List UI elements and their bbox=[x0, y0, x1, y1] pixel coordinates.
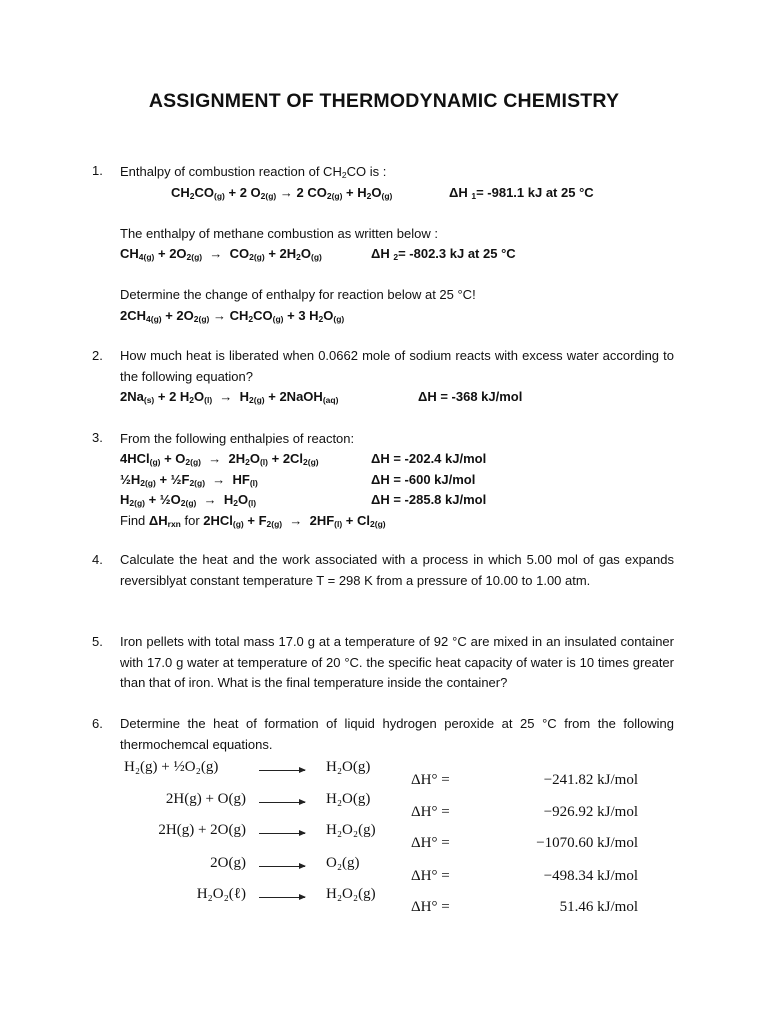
arrow-icon bbox=[259, 802, 305, 803]
enthalpy-label: ΔH° = bbox=[411, 835, 450, 851]
arrow-icon: → bbox=[289, 513, 303, 528]
question-text: Determine the change of enthalpy for reaction below at 25 °C! bbox=[120, 287, 476, 302]
question-text: How much heat is liberated when 0.0662 mole of sodium reacts with excess water according to the following equation? bbox=[120, 348, 674, 384]
enthalpy-value: −1070.60 kJ/mol bbox=[536, 835, 638, 851]
enthalpy-label: ΔH° = bbox=[411, 899, 450, 915]
question-number: 4. bbox=[92, 552, 103, 567]
equation: $2Na_{(s)} + 2$ $H_2O_{(l)} \to H_{2(g)}$ + 2NaOH$_{(aq)}$ bbox=[120, 389, 339, 405]
equation: $H_{2(g)}$ + $\frac{1}{2}O_{2(g)} \to H_2O_{(l)}$ bbox=[120, 492, 257, 508]
question-text: Enthalpy of combustion reaction of $CH_2CO$ is : bbox=[120, 164, 387, 180]
question-text: Calculate the heat and the work associated with a process in which 5.00 mol of gas expands reversiblyat constant temperature T = 298 K from a pressure of 10.00 to 1.00 atm. bbox=[120, 552, 674, 588]
question-number: 3. bbox=[92, 430, 103, 445]
arrow-icon: → bbox=[279, 185, 293, 200]
arrow-icon: → bbox=[209, 246, 223, 261]
products: H₂O(g) bbox=[326, 791, 371, 807]
arrow-icon bbox=[259, 897, 305, 898]
enthalpy-value: ΔH $_2$= -802.3 kJ at 25 °C bbox=[371, 246, 516, 262]
enthalpy-value: −498.34 kJ/mol bbox=[543, 868, 638, 884]
question-text: Determine the heat of formation of liquid hydrogen peroxide at 25 °C from the following thermochemcal equations. bbox=[120, 716, 674, 752]
question-number: 5. bbox=[92, 634, 103, 649]
question-text: From the following enthalpies of reacton: bbox=[120, 431, 355, 446]
reactants: H₂(g) + ½O₂(g) bbox=[124, 759, 219, 775]
reactants: 2H(g) + O(g) bbox=[165, 791, 246, 807]
question-number: 6. bbox=[92, 716, 103, 731]
reactants: 2O(g) bbox=[210, 855, 246, 871]
arrow-icon bbox=[259, 833, 305, 834]
reactants: H₂O₂(ℓ) bbox=[196, 886, 246, 902]
equation: $CH_{4(g)} + 2O_{2(g)} \to CO_{2(g)} + 2H_2O_{(g)}$ bbox=[120, 246, 322, 262]
enthalpy-value: ΔH $_1$= -981.1 kJ at 25 °C bbox=[449, 185, 594, 201]
arrow-icon: → bbox=[208, 451, 222, 466]
equation: $\frac{1}{2}H_{2(g)}$ + $\frac{1}{2}F_{2(g)} \to HF_{(l)}$ bbox=[120, 472, 258, 488]
question-text: Iron pellets with total mass 17.0 g at a temperature of 92 °C are mixed in an insulated container with 17.0 g water at temperature of 20 °C. the specific heat capacity of water is 10 times greater than that of iron. What is the final temperature inside the container? bbox=[120, 634, 674, 690]
question-text: The enthalpy of methane combustion as written below : bbox=[120, 226, 438, 241]
arrow-icon bbox=[259, 770, 305, 771]
products: H₂O₂(g) bbox=[326, 822, 376, 838]
equation: $2CH_{4(g)} + 2O_{2(g)} \to CH_2CO_{(g)} + 3$ $H_2O_{(g)}$ bbox=[120, 308, 345, 324]
equation: $4HCl_{(g)} + O_{2(g)} \to 2H_2O_{(l)} + 2Cl_{2(g)}$ bbox=[120, 451, 319, 467]
enthalpy-label: ΔH° = bbox=[411, 772, 450, 788]
enthalpy-value: ΔH = -600 kJ/mol bbox=[371, 472, 476, 487]
enthalpy-value: ΔH = -285.8 kJ/mol bbox=[371, 492, 487, 507]
enthalpy-value: ΔH = -368 kJ/mol bbox=[418, 389, 523, 404]
enthalpy-value: 51.46 kJ/mol bbox=[559, 899, 638, 915]
question-number: 1. bbox=[92, 163, 103, 178]
arrow-icon: → bbox=[219, 389, 233, 404]
products: H₂O(g) bbox=[326, 759, 371, 775]
enthalpy-value: −241.82 kJ/mol bbox=[543, 772, 638, 788]
arrow-icon: → bbox=[203, 492, 217, 507]
page-title: ASSIGNMENT OF THERMODYNAMIC CHEMISTRY bbox=[148, 90, 620, 112]
arrow-icon: → bbox=[212, 472, 226, 487]
arrow-icon: → bbox=[213, 308, 226, 323]
question-number: 2. bbox=[92, 348, 103, 363]
products: H₂O₂(g) bbox=[326, 886, 376, 902]
enthalpy-label: ΔH° = bbox=[411, 868, 450, 884]
enthalpy-value: ΔH = -202.4 kJ/mol bbox=[371, 451, 487, 466]
enthalpy-label: ΔH° = bbox=[411, 804, 450, 820]
arrow-icon bbox=[259, 866, 305, 867]
products: O₂(g) bbox=[326, 855, 360, 871]
question-text: Find $\Delta H_{rxn}$ for $2HCl_{(g)} + F_{2(g)} \to 2HF_{(l)} + Cl_{2(g)}$ bbox=[120, 513, 386, 529]
equation: $CH_2CO_{(g)} + 2$ $O_{2(g)} \to 2$ $CO_{2(g)} + H_2O_{(g)}$ bbox=[171, 185, 393, 201]
reactants: 2H(g) + 2O(g) bbox=[158, 822, 246, 838]
enthalpy-value: −926.92 kJ/mol bbox=[543, 804, 638, 820]
